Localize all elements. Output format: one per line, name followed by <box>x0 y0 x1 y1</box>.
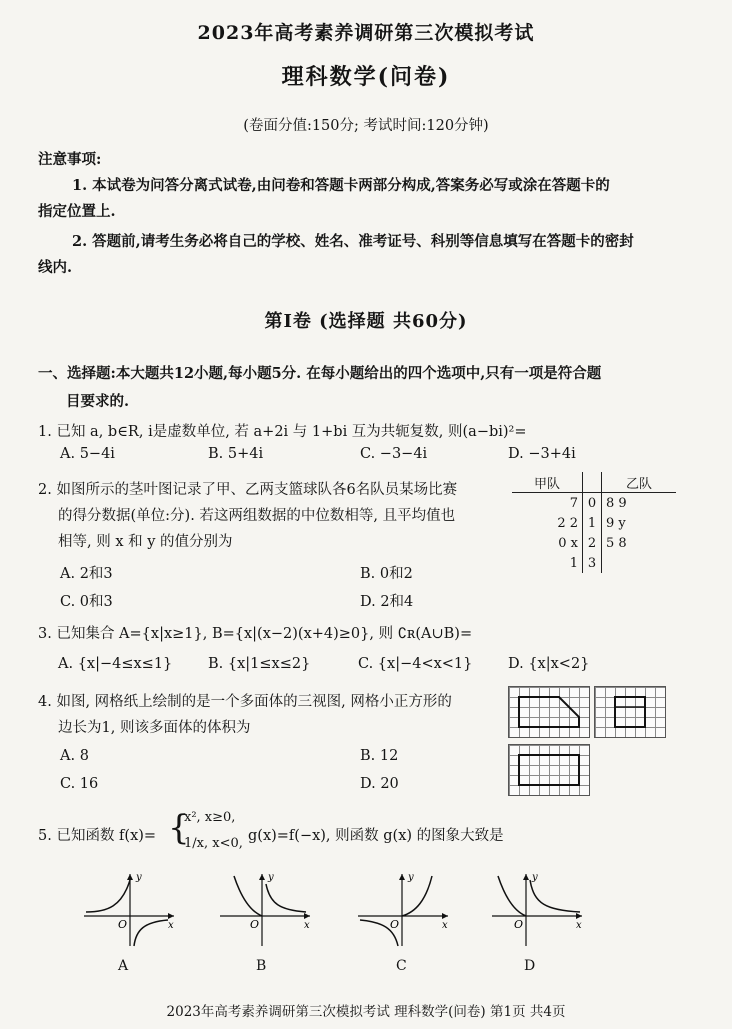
q5-graph-a <box>78 870 178 950</box>
q5-prefix: 5. 已知函数 f(x)= <box>38 828 157 844</box>
q5-brace: { <box>168 808 190 848</box>
q5-d-origin: O <box>514 918 524 931</box>
q5-case-2: 1/x, x<0, <box>184 836 243 851</box>
right-leaf-1: 9 y <box>606 515 626 531</box>
left-leaf-1: 2 2 <box>557 515 578 531</box>
q5-case-1: x², x≥0, <box>184 810 236 825</box>
right-leaf-0: 8 9 <box>606 495 627 511</box>
stem-leaf-plot <box>512 472 676 573</box>
q3-option-a: A. {x|−4≤x≤1} <box>58 656 173 672</box>
q5-label-b: B <box>256 958 267 974</box>
exam-info: (卷面分值:150分; 考试时间:120分钟) <box>243 118 489 134</box>
notice-heading: 注意事项: <box>38 151 102 168</box>
section-title: 第Ⅰ卷 (选择题 共60分) <box>264 311 468 332</box>
q5-b-axis-y: y <box>268 872 274 883</box>
q5-graph-c <box>352 870 452 950</box>
front-view-grid <box>508 686 590 738</box>
q5-graph-b <box>214 870 314 950</box>
q4-line2: 边长为1, 则该多面体的体积为 <box>58 720 251 736</box>
left-leaf-2: 0 x <box>558 535 578 551</box>
notice-item-2-line2: 线内. <box>38 259 73 276</box>
q2-line1: 2. 如图所示的茎叶图记录了甲、乙两支篮球队各6名队员某场比赛 <box>38 482 458 498</box>
q2-option-c: C. 0和3 <box>60 594 113 610</box>
q3-option-b: B. {x|1≤x≤2} <box>208 656 311 672</box>
q5-a-axis-y: y <box>136 872 142 883</box>
page-footer: 2023年高考素养调研第三次模拟考试 理科数学(问卷) 第1页 共4页 <box>166 1004 566 1020</box>
q1-stem: 1. 已知 a, b∈R, i是虚数单位, 若 a+2i 与 1+bi 互为共轭复数, 则(a−bi)²= <box>38 424 527 440</box>
q1-option-c: C. −3−4i <box>360 446 428 462</box>
q5-d-axis-x: x <box>576 920 582 931</box>
q5-d-axis-y: y <box>532 872 538 883</box>
q3-option-c: C. {x|−4<x<1} <box>358 656 473 672</box>
left-leaf-0: 7 <box>569 495 578 511</box>
q5-b-origin: O <box>250 918 260 931</box>
top-view-grid <box>508 744 590 796</box>
stem-0: 0 <box>583 493 602 514</box>
q1-option-d: D. −3+4i <box>508 446 576 462</box>
q3-option-d: D. {x|x<2} <box>508 656 590 672</box>
stem-2: 2 <box>583 533 602 553</box>
notice-item-2-line1: 2. 答题前,请考生务必将自己的学校、姓名、准考证号、科别等信息填写在答题卡的密封 <box>72 233 634 250</box>
q5-label-c: C <box>396 958 407 974</box>
exam-title: 2023年高考素养调研第三次模拟考试 <box>197 22 535 44</box>
q2-option-d: D. 2和4 <box>360 594 414 610</box>
q5-label-a: A <box>118 958 129 974</box>
left-leaf-3: 1 <box>569 555 578 571</box>
q3-stem: 3. 已知集合 A={x|x≥1}, B={x|(x−2)(x+4)≥0}, 则 ∁ʀ(A∪B)= <box>38 626 473 642</box>
q5-c-axis-x: x <box>442 920 448 931</box>
q1-option-b: B. 5+4i <box>208 446 264 462</box>
q5-a-axis-x: x <box>168 920 174 931</box>
q4-line1: 4. 如图, 网格纸上绘制的是一个多面体的三视图, 网格小正方形的 <box>38 694 452 710</box>
q5-c-axis-y: y <box>408 872 414 883</box>
q2-option-a: A. 2和3 <box>60 566 113 582</box>
q5-b-axis-x: x <box>304 920 310 931</box>
exam-subtitle: 理科数学(问卷) <box>281 64 451 90</box>
q5-a-origin: O <box>118 918 128 931</box>
q4-option-b: B. 12 <box>360 748 399 764</box>
part-intro-line2: 目要求的. <box>66 393 130 410</box>
q2-option-b: B. 0和2 <box>360 566 413 582</box>
right-leaf-2: 5 8 <box>606 535 627 551</box>
q1-option-a: A. 5−4i <box>60 446 115 462</box>
q4-option-c: C. 16 <box>60 776 99 792</box>
q5-label-d: D <box>524 958 536 974</box>
q2-line3: 相等, 则 x 和 y 的值分别为 <box>58 534 233 550</box>
q2-line2: 的得分数据(单位:分). 若这两组数据的中位数相等, 且平均值也 <box>58 508 456 524</box>
notice-item-1-line1: 1. 本试卷为问答分离式试卷,由问卷和答题卡两部分构成,答案务必写或涂在答题卡的 <box>72 177 610 194</box>
team-a-header: 甲队 <box>512 472 583 493</box>
q5-suffix: g(x)=f(−x), 则函数 g(x) 的图象大致是 <box>248 828 504 844</box>
q4-option-a: A. 8 <box>60 748 89 764</box>
stem-1: 1 <box>583 513 602 533</box>
part-intro-line1: 一、选择题:本大题共12小题,每小题5分. 在每小题给出的四个选项中,只有一项是符合题 <box>38 365 602 382</box>
q4-option-d: D. 20 <box>360 776 399 792</box>
stem-3: 3 <box>583 553 602 573</box>
side-view-grid <box>594 686 666 738</box>
q5-c-origin: O <box>390 918 400 931</box>
q5-graph-d <box>486 870 586 950</box>
team-b-header: 乙队 <box>602 472 677 493</box>
notice-item-1-line2: 指定位置上. <box>38 203 116 220</box>
